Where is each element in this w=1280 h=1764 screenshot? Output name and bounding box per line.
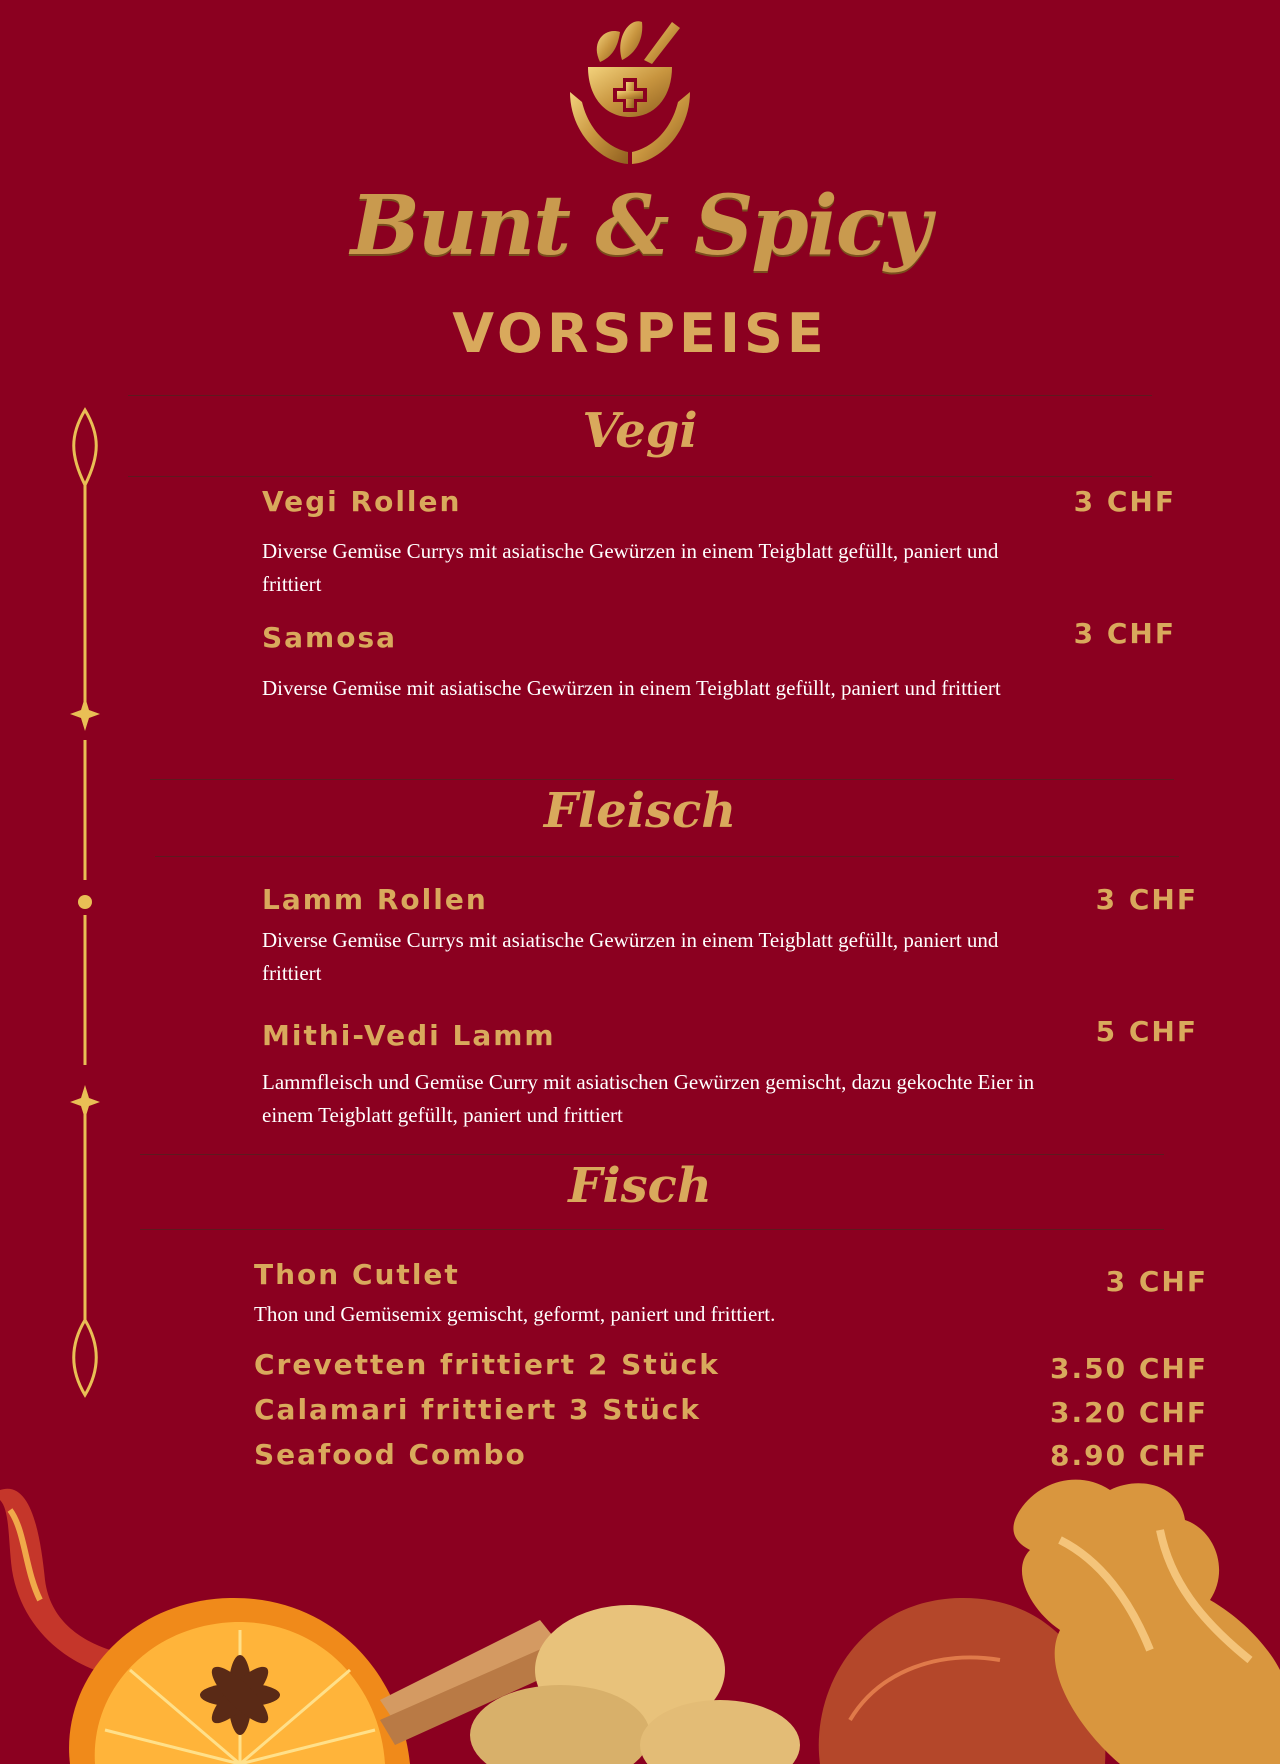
- section-title-fleisch: Fleisch: [543, 783, 737, 839]
- menu-item-description: Diverse Gemüse Currys mit asiatische Gewürzen in einem Teigblatt gefüllt, paniert und frittiert: [262, 539, 999, 596]
- menu-item-price: 3 CHF: [1073, 485, 1176, 518]
- divider-line: [150, 779, 1174, 780]
- menu-item-price: 3 CHF: [1073, 617, 1176, 650]
- brand-name: Bunt & Spicy: [350, 178, 930, 274]
- menu-item-price: 8.90 CHF: [1050, 1439, 1208, 1472]
- menu-item-name: Lamm Rollen: [262, 883, 488, 916]
- section-title-vegi: Vegi: [582, 403, 698, 459]
- divider-line: [128, 476, 1152, 477]
- menu-item-name: Thon Cutlet: [254, 1258, 460, 1291]
- divider-line: [155, 856, 1179, 857]
- food-ingredients-illustration: [0, 1470, 1280, 1764]
- menu-item-name: Samosa: [262, 621, 398, 654]
- page-title: VORSPEISE: [452, 302, 828, 365]
- menu-item-name: Calamari frittiert 3 Stück: [254, 1393, 701, 1426]
- vertical-ornament-icon: [60, 405, 110, 1405]
- menu-item-price: 3 CHF: [1095, 883, 1198, 916]
- divider-line: [128, 395, 1152, 396]
- menu-item-price: 3 CHF: [1105, 1265, 1208, 1298]
- menu-item-description: Diverse Gemüse mit asiatische Gewürzen in einem Teigblatt gefüllt, paniert und frittiert: [262, 676, 1001, 700]
- menu-item-price: 3.20 CHF: [1050, 1396, 1208, 1429]
- menu-item-description: Diverse Gemüse Currys mit asiatische Gewürzen in einem Teigblatt gefüllt, paniert und frittiert: [262, 928, 999, 985]
- menu-item-name: Crevetten frittiert 2 Stück: [254, 1348, 720, 1381]
- menu-item-description: Lammfleisch und Gemüse Curry mit asiatischen Gewürzen gemischt, dazu gekochte Eier in einem Teigblatt gefüllt, paniert und frittiert: [262, 1070, 1035, 1127]
- divider-line: [140, 1229, 1164, 1230]
- menu-item-name: Mithi-Vedi Lamm: [262, 1019, 556, 1052]
- menu-item-name: Seafood Combo: [254, 1438, 527, 1471]
- menu-item-price: 5 CHF: [1095, 1015, 1198, 1048]
- menu-item-description: Thon und Gemüsemix gemischt, geformt, paniert und frittiert.: [254, 1302, 776, 1326]
- menu-item-name: Vegi Rollen: [262, 485, 462, 518]
- menu-item-price: 3.50 CHF: [1050, 1352, 1208, 1385]
- restaurant-logo-icon: [560, 12, 700, 172]
- section-title-fisch: Fisch: [568, 1158, 712, 1214]
- divider-line: [140, 1154, 1164, 1155]
